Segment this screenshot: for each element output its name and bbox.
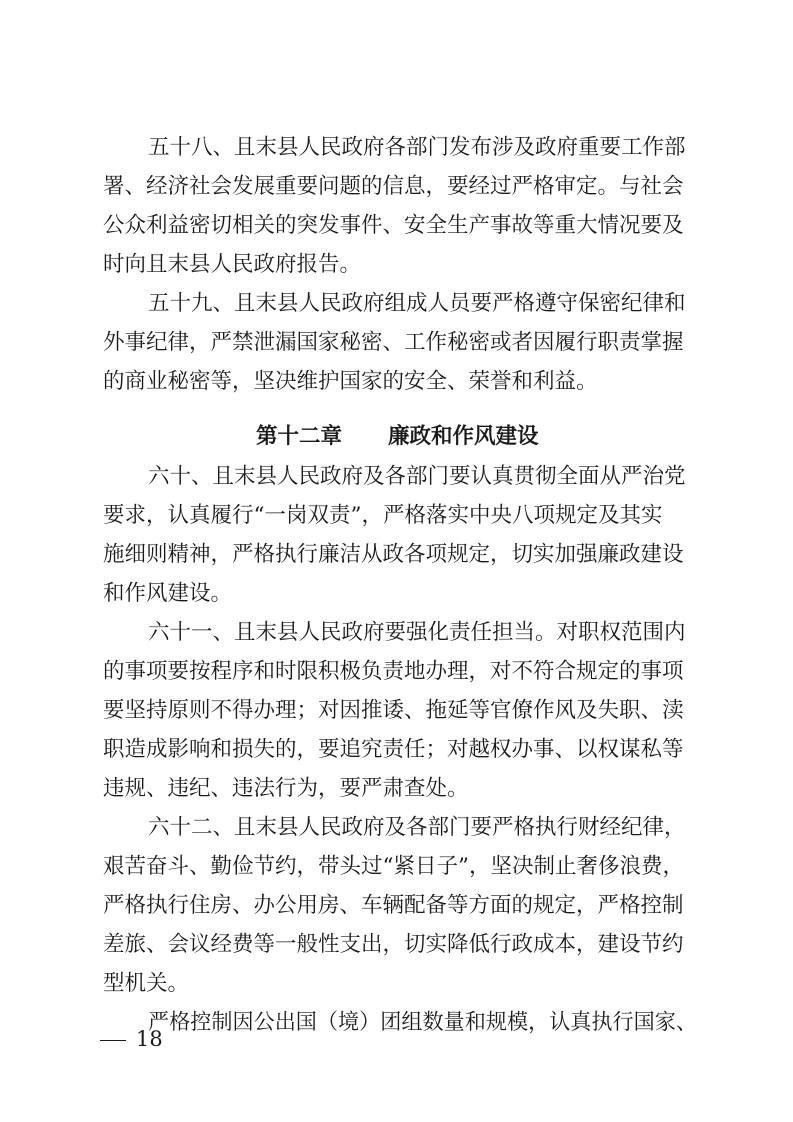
paragraph-59-line-3: 的商业秘密等，坚决维护国家的安全、荣誉和利益。 <box>103 369 598 394</box>
paragraph-62-line-3: 严格执行住房、办公用房、车辆配备等方面的规定，严格控制 <box>103 893 684 918</box>
paragraph-62-line-5: 型机关。 <box>103 971 190 996</box>
paragraph-59-line-2: 外事纪律，严禁泄漏国家秘密、工作秘密或者因履行职责掌握 <box>103 330 684 355</box>
paragraph-58-line-2: 署、经济社会发展重要问题的信息，要经过严格审定。与社会 <box>103 174 684 199</box>
paragraph-62-line-4: 差旅、会议经费等一般性支出，切实降低行政成本，建设节约 <box>103 932 684 957</box>
paragraph-58-line-1: 五十八、且末县人民政府各部门发布涉及政府重要工作部 <box>148 135 686 160</box>
chapter-number: 第十二章 <box>256 424 343 449</box>
paragraph-59-line-1: 五十九、且末县人民政府组成人员要严格遵守保密纪律和 <box>148 291 686 316</box>
paragraph-61-line-5: 违规、违纪、违法行为，要严肃查处。 <box>103 776 469 801</box>
paragraph-61-line-4: 职造成影响和损失的，要追究责任；对越权办事、以权谋私等 <box>103 737 684 762</box>
paragraph-58-line-4: 时向且末县人民政府报告。 <box>103 252 362 277</box>
footer-dash <box>100 1040 126 1042</box>
paragraph-61-line-1: 六十一、且末县人民政府要强化责任担当。对职权范围内 <box>148 620 686 645</box>
paragraph-61-line-3: 要坚持原则不得办理；对因推诿、拖延等官僚作风及失职、渎 <box>103 698 684 723</box>
paragraph-63-line-1: 严格控制因公出国（境）团组数量和规模，认真执行国家、 <box>148 1010 698 1035</box>
paragraph-60-line-1: 六十、且末县人民政府及各部门要认真贯彻全面从严治党 <box>148 464 686 489</box>
chapter-title: 廉政和作风建设 <box>388 424 539 449</box>
paragraph-60-line-3: 施细则精神，严格执行廉洁从政各项规定，切实加强廉政建设 <box>103 542 684 567</box>
paragraph-58-line-3: 公众利益密切相关的突发事件、安全生产事故等重大情况要及 <box>103 213 684 238</box>
paragraph-61-line-2: 的事项要按程序和时限积极负责地办理，对不符合规定的事项 <box>103 659 684 684</box>
chapter-heading <box>0 420 793 454</box>
paragraph-62-line-1: 六十二、且末县人民政府及各部门要严格执行财经纪律， <box>148 815 686 840</box>
paragraph-60-line-4: 和作风建设。 <box>103 581 233 606</box>
page-footer <box>100 1024 163 1054</box>
page-number: 18 <box>136 1027 163 1051</box>
paragraph-62-line-2: 艰苦奋斗、勤俭节约，带头过“紧日子”，坚决制止奢侈浪费， <box>103 854 684 879</box>
paragraph-60-line-2: 要求，认真履行“一岗双责”，严格落实中央八项规定及其实 <box>103 503 663 528</box>
